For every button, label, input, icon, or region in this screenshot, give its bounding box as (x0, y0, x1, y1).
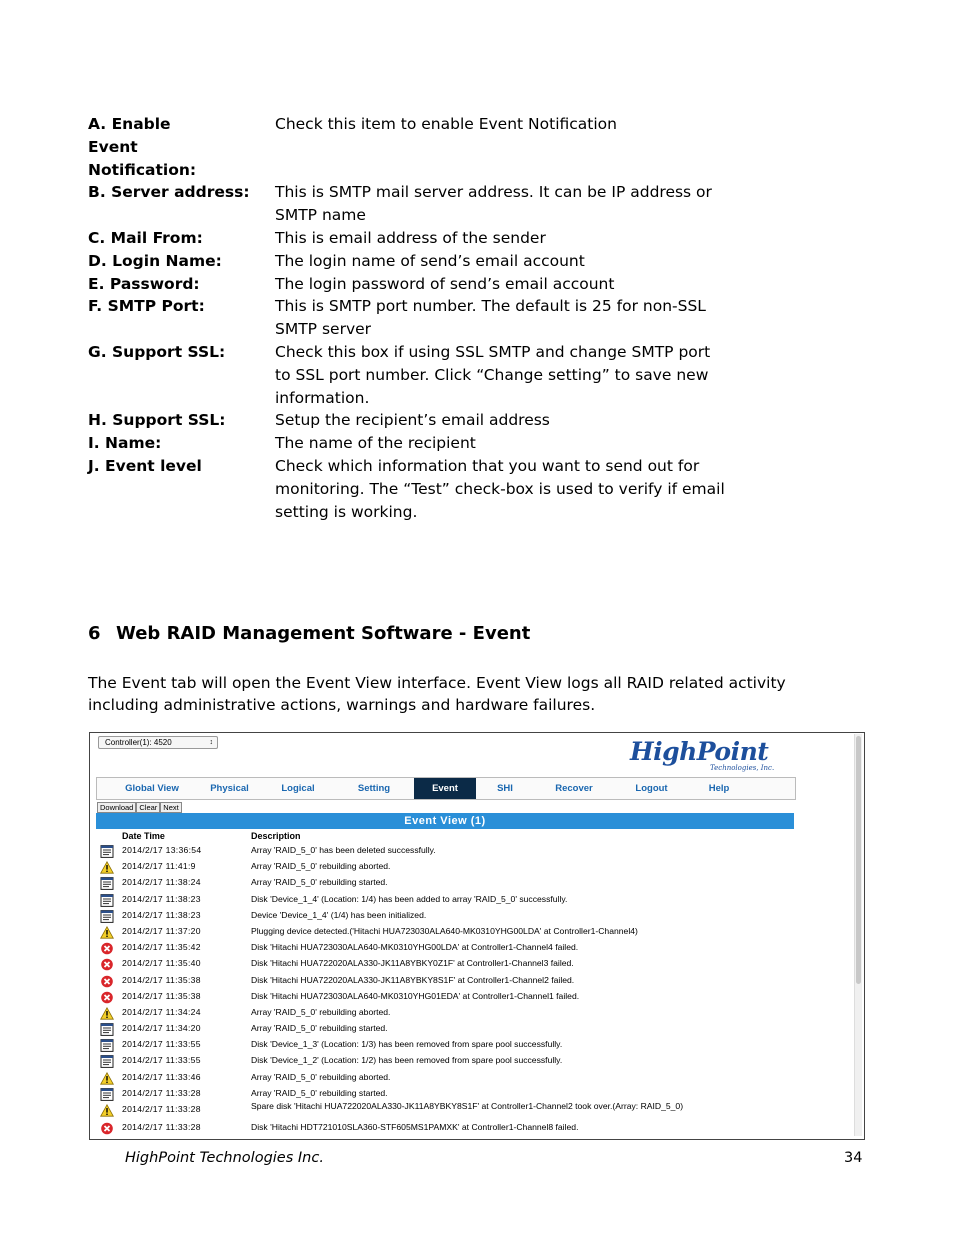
tab-help[interactable]: Help (708, 783, 730, 794)
event-description: Array 'RAID_5_0' rebuilding aborted. (251, 1071, 391, 1082)
event-row (100, 1054, 790, 1070)
definition-row (88, 455, 788, 523)
definition-term: A. Enable Event Notification: (88, 115, 197, 179)
warning-icon (100, 1104, 114, 1117)
event-description: Array 'RAID_5_0' rebuilding started. (251, 877, 388, 888)
definition-list (88, 113, 788, 523)
event-row (100, 990, 790, 1006)
event-row (100, 1022, 790, 1038)
info-icon (100, 1039, 114, 1052)
definition-row (88, 295, 788, 341)
controller-select[interactable] (98, 736, 218, 749)
vertical-scrollbar[interactable] (854, 734, 862, 1136)
event-description: Array 'RAID_5_0' rebuilding started. (251, 1023, 388, 1034)
definition-term: D. Login Name: (88, 251, 222, 270)
event-description: Disk 'Hitachi HDT721010SLA360-STF605MS1PAMXK' at Controller1-Channel8 failed. (251, 1122, 579, 1132)
tab-setting[interactable]: Setting (357, 783, 391, 794)
nav-tabs (96, 777, 796, 800)
error-icon (100, 991, 114, 1004)
info-icon (100, 910, 114, 923)
error-icon (100, 975, 114, 988)
error-icon (100, 958, 114, 971)
log-header (122, 831, 301, 841)
event-datetime: 2014/2/17 11:35:38 (122, 974, 201, 985)
event-datetime: 2014/2/17 11:37:20 (122, 925, 201, 936)
event-datetime: 2014/2/17 13:36:54 (122, 845, 202, 855)
download-button[interactable]: Download (97, 802, 136, 813)
definition-desc: Check which information that you want to send out for monitoring. The “Test” check-box is used to verify if email setting is working. (275, 456, 725, 521)
event-row (100, 974, 790, 990)
event-description: Plugging device detected.('Hitachi HUA723030ALA640-MK0310YHG00LDA' at Controller1-Channel4) (251, 925, 638, 936)
event-datetime: 2014/2/17 11:38:23 (122, 909, 201, 920)
definition-term: F. SMTP Port: (88, 297, 205, 316)
event-row (100, 925, 790, 941)
info-icon (100, 1055, 114, 1068)
definition-term: G. Support SSL: (88, 342, 226, 361)
definition-desc: Check this item to enable Event Notification (275, 115, 617, 133)
controller-select-value: Controller(1): 4520 (105, 738, 172, 747)
warning-icon (100, 1072, 114, 1085)
event-datetime: 2014/2/17 11:35:40 (122, 958, 201, 969)
section-heading (88, 623, 530, 644)
tab-logout[interactable]: Logout (635, 783, 668, 794)
event-row (100, 941, 790, 957)
info-icon (100, 845, 114, 858)
event-datetime: 2014/2/17 11:33:55 (122, 1055, 201, 1066)
event-row (100, 860, 790, 876)
info-icon (100, 1088, 114, 1101)
event-datetime: 2014/2/17 11:33:28 (122, 1122, 201, 1132)
definition-desc: Check this box if using SSL SMTP and change SMTP port to SSL port number. Click “Change setting” to save new information. (275, 342, 711, 407)
event-description: Disk 'Hitachi HUA723030ALA640-MK0310YHG01EDA' at Controller1-Channel1 failed. (251, 990, 580, 1001)
section-title: Web RAID Management Software - Event (116, 623, 531, 644)
event-datetime: 2014/2/17 11:38:23 (122, 893, 201, 904)
definition-row (88, 250, 788, 273)
definition-desc: This is SMTP port number. The default is 25 for non-SSL SMTP server (275, 297, 706, 339)
event-datetime: 2014/2/17 11:35:42 (122, 942, 201, 953)
warning-icon (100, 1007, 114, 1020)
info-icon (100, 877, 114, 890)
event-row (100, 844, 790, 860)
event-description: Array 'RAID_5_0' rebuilding started. (251, 1087, 388, 1098)
definition-row (88, 409, 788, 432)
event-row (100, 876, 790, 892)
event-description: Spare disk 'Hitachi HUA722020ALA330-JK11A8YBKY8S1F' at Controller1-Channel2 took over.(Array: RAID_5_0) (251, 1101, 684, 1111)
event-datetime: 2014/2/17 11:33:28 (122, 1087, 201, 1098)
event-row (100, 893, 790, 909)
event-view-screenshot (89, 732, 865, 1140)
definition-desc: This is SMTP mail server address. It can be IP address or SMTP name (275, 183, 712, 225)
event-description: Disk 'Device_1_2' (Location: 1/2) has been removed from spare pool successfully. (251, 1055, 563, 1066)
event-row (100, 909, 790, 925)
event-row (100, 1006, 790, 1022)
definition-desc: This is email address of the sender (275, 228, 546, 247)
definition-row (88, 113, 788, 181)
logo-brand: HighPoint (630, 737, 769, 766)
definition-term: B. Server address: (88, 183, 250, 202)
tab-recover[interactable]: Recover (555, 783, 593, 794)
event-row (100, 1071, 790, 1087)
event-datetime: 2014/2/17 11:33:55 (122, 1039, 201, 1050)
event-datetime: 2014/2/17 11:34:20 (122, 1023, 201, 1034)
warning-icon (100, 861, 114, 874)
info-icon (100, 1023, 114, 1036)
tab-shi[interactable]: SHI (497, 783, 513, 794)
next-button[interactable]: Next (160, 802, 181, 813)
event-datetime: 2014/2/17 11:34:24 (122, 1006, 201, 1017)
definition-desc: The name of the recipient (275, 434, 476, 453)
footer-company: HighPoint Technologies Inc. (125, 1150, 324, 1166)
event-datetime: 2014/2/17 11:35:38 (122, 990, 201, 1001)
event-row (100, 1121, 790, 1137)
definition-row (88, 227, 788, 250)
definition-term: I. Name: (88, 434, 162, 453)
event-log (100, 844, 790, 1137)
tab-event[interactable]: Event (414, 778, 476, 799)
event-description: Array 'RAID_5_0' has been deleted successfully. (251, 845, 436, 855)
select-arrows-icon: ↕ (209, 739, 213, 746)
event-datetime: 2014/2/17 11:38:24 (122, 877, 201, 888)
definition-term: J. Event level (88, 456, 202, 475)
col-description-header: Description (251, 831, 301, 841)
warning-icon (100, 926, 114, 939)
info-icon (100, 894, 114, 907)
error-icon (100, 1122, 114, 1135)
event-description: Array 'RAID_5_0' rebuilding aborted. (251, 861, 391, 872)
tab-physical[interactable]: Physical (210, 783, 249, 794)
clear-button[interactable]: Clear (136, 802, 160, 813)
event-description: Array 'RAID_5_0' rebuilding aborted. (251, 1006, 391, 1017)
definition-row (88, 181, 788, 227)
tab-global-view[interactable]: Global View (125, 783, 179, 794)
definition-term: C. Mail From: (88, 228, 203, 247)
section-number: 6 (88, 623, 101, 644)
event-row (100, 1038, 790, 1054)
definition-row (88, 432, 788, 455)
definition-row (88, 273, 788, 296)
event-datetime: 2014/2/17 11:33:46 (122, 1071, 201, 1082)
tab-logical[interactable]: Logical (281, 783, 315, 794)
highpoint-logo (630, 737, 800, 777)
scrollbar-thumb[interactable] (856, 736, 861, 984)
col-date-header: Date Time (122, 831, 165, 841)
definition-desc: The login name of send’s email account (275, 251, 585, 270)
event-view-title: Event View (1) (96, 813, 794, 829)
event-datetime: 2014/2/17 11:33:28 (122, 1104, 201, 1114)
event-description: Disk 'Hitachi HUA722020ALA330-JK11A8YBKY0Z1F' at Controller1-Channel3 failed. (251, 958, 574, 969)
definition-term: E. Password: (88, 274, 200, 293)
definition-desc: The login password of send’s email account (275, 274, 615, 293)
event-description: Disk 'Device_1_3' (Location: 1/3) has been removed from spare pool successfully. (251, 1039, 563, 1050)
event-description: Disk 'Hitachi HUA723030ALA640-MK0310YHG00LDA' at Controller1-Channel4 failed. (251, 942, 579, 953)
event-description: Device 'Device_1_4' (1/4) has been initialized. (251, 909, 427, 920)
definition-row (88, 341, 788, 409)
event-row (100, 1103, 790, 1121)
definition-term: H. Support SSL: (88, 411, 226, 430)
log-buttons (97, 802, 182, 813)
event-description: Disk 'Hitachi HUA722020ALA330-JK11A8YBKY8S1F' at Controller1-Channel2 failed. (251, 974, 575, 985)
event-row (100, 957, 790, 973)
event-description: Disk 'Device_1_4' (Location: 1/4) has been added to array 'RAID_5_0' successfully. (251, 893, 568, 904)
definition-desc: Setup the recipient’s email address (275, 411, 550, 430)
error-icon (100, 942, 114, 955)
event-datetime: 2014/2/17 11:41:9 (122, 861, 196, 872)
intro-paragraph: The Event tab will open the Event View interface. Event View logs all RAID related activity including administrative actions, warnings and hardware failures. (88, 674, 786, 714)
logo-subtitle: Technologies, Inc. (710, 764, 775, 772)
footer-page-number: 34 (844, 1150, 863, 1166)
